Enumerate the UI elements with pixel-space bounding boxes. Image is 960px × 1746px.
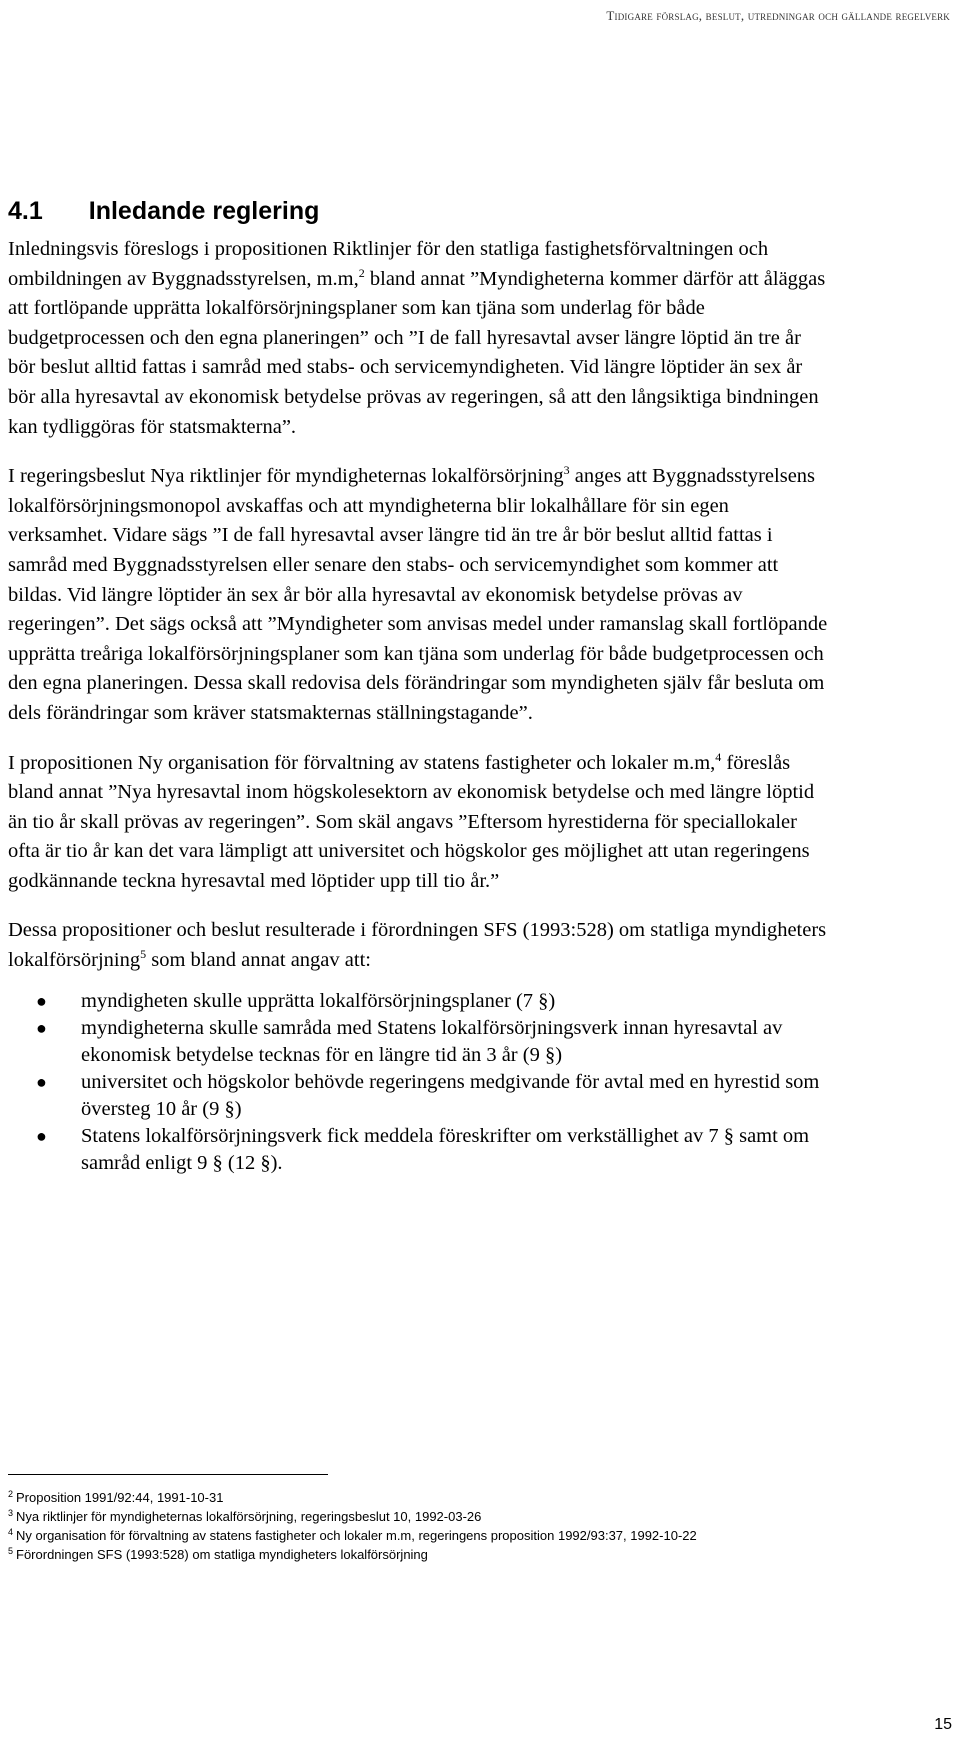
page-number: 15 <box>934 1716 952 1733</box>
footnote-5: $^5$ Förordningen SFS (1993:528) om statliga myndigheters lokalförsörjning <box>8 1545 428 1562</box>
list-item: ● Statens lokalförsörjningsverk fick meddela föreskrifter om verkställighet av 7 § samt om samråd enligt 9 § (12 §). <box>36 1124 810 1174</box>
bullet-icon: ● <box>36 990 47 1011</box>
section-title: Inledande reglering <box>88 197 320 225</box>
footnote-4: $^4$ Ny organisation för förvaltning av statens fastigheter och lokaler m.m, regeringens proposition 1992/93:37, 1992-10-22 <box>8 1526 697 1543</box>
main-content <box>8 196 828 1177</box>
paragraph-2: I regeringsbeslut Nya riktlinjer för myndigheternas lokalförsörjning$^3$ anges att Byggnadsstyrelsens lokalförsörjningsmonopol avskaffas och att myndigheterna blir lokalhållare för sin egen verksamhet. Vidare sägs ”I de fall hyresavtal avser längre tid än tre år bör beslut alltid fattas i samråd med Byggnadsstyrelsen eller senare den stabs- och servicemyndighet som kommer att bildas. Vid längre löptider än sex år bör alla hyresavtal av ekonomisk betydelse prövas av regeringen”. Det sägs också att ”Myndigheter som anvisas medel under ramanslag skall fortlöpande upprätta treåriga lokalförsörjningsplaner som kan tjäna som underlag för både budgetprocessen och den egna planeringen. Dessa skall redovisa dels förändringar som myndigheten själv får besluta om dels förändringar som kräver statsmakternas ställningstagande”. <box>8 463 828 724</box>
paragraph-1: Inledningsvis föreslogs i propositionen Riktlinjer för den statliga fastighetsförvaltningen och ombildningen av Byggnadsstyrelsen, m.m,$^2$ bland annat ”Myndigheterna kommer därför att åläggas att fortlöpande upprätta lokalförsörjningsplaner som kan tjäna som underlag för både budgetprocessen och den egna planeringen” och ”I de fall hyresavtal avser längre löptid än tre år bör beslut alltid fattas i samråd med stabs- och servicemyndigheten. Vid längre löptider än sex år bör alla hyresavtal av ekonomisk betydelse prövas av regeringen, så att den långsiktiga bindningen kan tydliggöras för statsmakterna”. <box>8 238 826 438</box>
bullet-icon: ● <box>36 1125 47 1146</box>
paragraph-4: Dessa propositioner och beslut resulterade i förordningen SFS (1993:528) om statliga myndigheters lokalförsörjning$^5$ som bland annat angav att: <box>8 919 827 972</box>
footnote-ref-2[interactable]: 2 <box>358 265 365 280</box>
footnote-2: $^2$ Proposition 1991/92:44, 1991-10-31 <box>8 1488 224 1505</box>
footnote-divider <box>8 1474 328 1475</box>
running-header: Tidigare förslag, beslut, utredningar och gällande regelverk <box>606 8 950 23</box>
bullet-icon: ● <box>36 1071 47 1092</box>
section-number: 4.1 <box>8 197 43 225</box>
footnote-ref-4[interactable]: 4 <box>715 749 722 764</box>
bullet-list <box>8 988 828 1177</box>
list-item: ● myndigheterna skulle samråda med Statens lokalförsörjningsverk innan hyresavtal av ekonomisk betydelse tecknas för en längre tid än 3 år (9 §) <box>36 1016 783 1066</box>
list-item: ● universitet och högskolor behövde regeringens medgivande för avtal med en hyrestid som översteg 10 år (9 §) <box>36 1070 820 1120</box>
paragraph-3: I propositionen Ny organisation för förvaltning av statens fastigheter och lokaler m.m,$^4$ föreslås bland annat ”Nya hyresavtal inom högskolesektorn av ekonomisk betydelse och med längre löptid än tio år skall prövas av regeringen”. Som skäl angavs ”Eftersom hyrestiderna för speciallokaler ofta är tio år kan det vara lämpligt att universitet och högskolor ges möjlighet att utan regeringens godkännande teckna hyresavtal med löptider upp till tio år.” <box>8 749 815 892</box>
list-item: ● myndigheten skulle upprätta lokalförsörjningsplaner (7 §) <box>8 988 828 1015</box>
footnote-3: $^3$ Nya riktlinjer för myndigheternas lokalförsörjning, regeringsbeslut 10, 1992-03-26 <box>8 1507 482 1524</box>
footnote-ref-3[interactable]: 3 <box>563 463 570 478</box>
footnote-ref-5[interactable]: 5 <box>140 947 147 962</box>
footnotes <box>8 1488 948 1564</box>
bullet-icon: ● <box>36 1017 47 1038</box>
section-heading <box>8 196 828 226</box>
